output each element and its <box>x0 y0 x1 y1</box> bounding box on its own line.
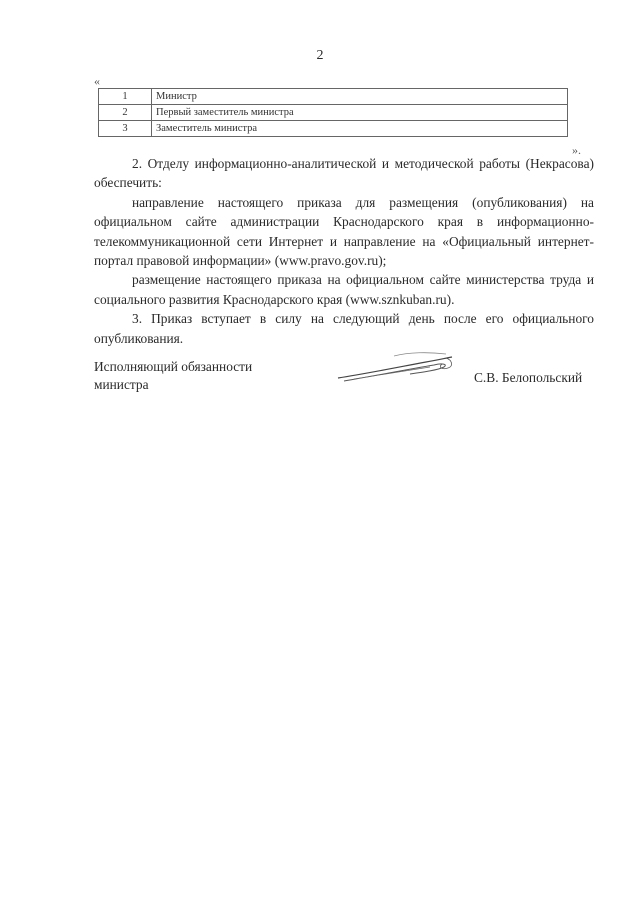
row-number: 3 <box>99 121 152 137</box>
body-text <box>94 154 594 348</box>
paragraph-directive-website: размещение настоящего приказа на официальном сайте министерства труда и социального развития Краснодарского края (www.sznkuban.ru). <box>94 272 594 307</box>
table-row <box>99 89 568 105</box>
position-title: Первый заместитель министра <box>152 105 568 121</box>
paragraph-directive-publication: направление настоящего приказа для размещения (опубликования) на официальном сайте администрации Краснодарского края в информационно-телекоммуникационной сети Интернет и направление на «Официальный интернет-портал правовой информации» (www.pravo.gov.ru); <box>94 194 594 269</box>
close-quote: ». <box>572 143 581 157</box>
paragraph-item-2: 2. Отделу информационно-аналитической и методической работы (Некрасова) обеспечить: <box>94 156 594 191</box>
table-row <box>99 121 568 137</box>
page-number: 2 <box>316 48 324 63</box>
signatory-position <box>94 358 252 394</box>
table-row <box>99 105 568 121</box>
row-number: 2 <box>99 105 152 121</box>
signatory-position-line1: Исполняющий обязанности <box>94 359 253 374</box>
paragraph-item-3: 3. Приказ вступает в силу на следующий день после его официального опубликования. <box>94 311 594 346</box>
position-title: Заместитель министра <box>152 121 568 137</box>
signatory-position-line2: министра <box>94 377 149 392</box>
signatory-name: С.В. Белопольский <box>474 370 583 385</box>
positions-table <box>98 88 568 137</box>
handwritten-signature <box>334 348 464 384</box>
row-number: 1 <box>99 89 152 105</box>
open-quote: « <box>94 74 100 88</box>
position-title: Министр <box>152 89 568 105</box>
